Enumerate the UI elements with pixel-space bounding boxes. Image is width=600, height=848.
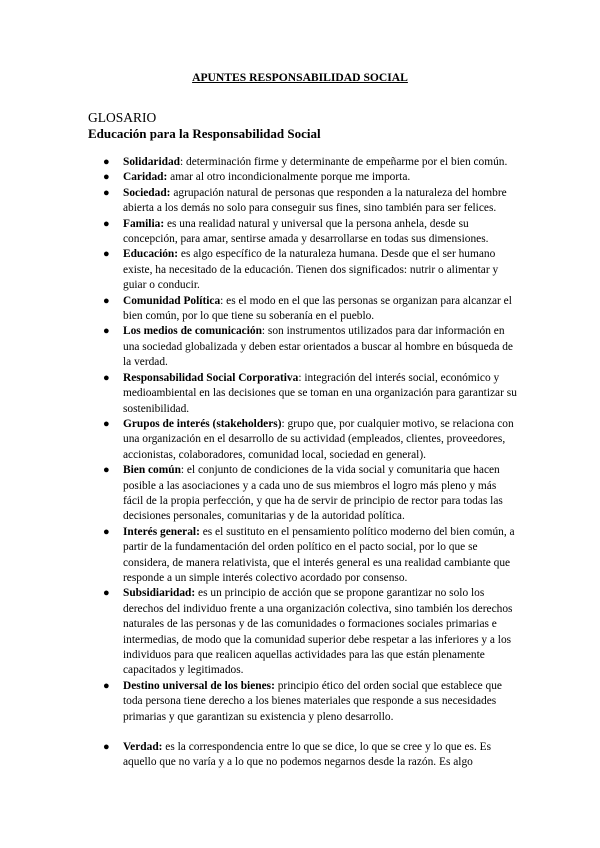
bullet-icon: ●: [103, 248, 110, 261]
glossary-term: Interés general:: [123, 525, 200, 538]
bullet-icon: ●: [103, 371, 110, 384]
glossary-entry: [123, 247, 517, 293]
glossary-definition: : el conjunto de condiciones de la vida social y comunitaria que hacen posible a las asociaciones y a cada uno de sus miembros el logro más pleno y más fácil de la propia perfección, y que ha de servir de principio de rector para todas las decisiones personales, comunitarias y de la autoridad política.: [123, 464, 503, 523]
glossary-term: Verdad:: [123, 741, 163, 754]
bullet-icon: ●: [103, 171, 110, 184]
glossary-term: Destino universal de los bienes:: [123, 679, 275, 692]
glossary-definition: es algo específico de la naturaleza humana. Desde que el ser humano existe, ha necesitado de la educación. Tienen dos significados: nutrir o alimentar y guiar o conducir.: [123, 248, 499, 292]
document-title: APUNTES RESPONSABILIDAD SOCIAL: [192, 71, 408, 84]
glossary-item-rsc: [0, 371, 517, 417]
glossary-item-sociedad: [0, 186, 517, 217]
glossary-term: Subsidiaridad:: [123, 587, 196, 600]
glossary-definition: : integración del interés social, económico y medioambiental en las decisiones que se toman en una organización para garantizar su sostenibilidad.: [123, 371, 517, 415]
glossary-item-interes-general: [0, 525, 517, 587]
glossary-item-verdad: [0, 740, 517, 771]
glossary-entry: [123, 463, 517, 525]
section-heading: GLOSARIO: [88, 110, 157, 125]
glossary-item-subsidiaridad: [0, 586, 517, 678]
bullet-icon: ●: [103, 587, 110, 600]
glossary-entry: [123, 217, 517, 248]
glossary-term: Sociedad:: [123, 186, 171, 199]
glossary-term: Bien común: [123, 464, 181, 477]
glossary-definition: : es el modo en el que las personas se organizan para alcanzar el bien común, por lo que tiene su soberanía en el pueblo.: [123, 294, 512, 323]
glossary-item-medios-comunicacion: [0, 324, 517, 370]
glossary-entry: [123, 155, 517, 170]
glossary-entry: [123, 525, 517, 587]
glossary-list: [0, 155, 517, 771]
glossary-entry: [123, 417, 517, 463]
bullet-icon: ●: [103, 217, 110, 230]
glossary-entry: [123, 586, 517, 678]
bullet-icon: ●: [103, 294, 110, 307]
glossary-term: Responsabilidad Social Corporativa: [123, 371, 299, 384]
glossary-definition: es un principio de acción que se propone garantizar no solo los derechos del individuo frente a una organización colectiva, sino también los derechos naturales de las personas y de las comunidades o formaciones sociales primarias e intermedias, de modo que la comunidad superior debe respetar a las inferiores y a los individuos para que realicen aquellas actividades para las que están plenamente capacitados y legitimados.: [123, 587, 513, 677]
glossary-entry: [123, 679, 517, 725]
glossary-entry: [123, 740, 515, 771]
glossary-definition: principio ético del orden social que establece que toda persona tiene derecho a los bienes materiales que responde a sus necesidades primarias y que garantizan su existencia y pleno desarrollo.: [123, 679, 502, 723]
bullet-icon: ●: [103, 325, 110, 338]
bullet-icon: ●: [103, 741, 110, 754]
glossary-definition: es el sustituto en el pensamiento político moderno del bien común, a partir de la fundamentación del orden político en el pacto social, por lo que se considera, de manera relativista, que el interés general es una realidad cambiante que responde a un simple interés colectivo acordado por consenso.: [123, 525, 515, 584]
glossary-definition: amar al otro incondicionalmente porque me importa.: [167, 171, 411, 184]
glossary-item-caridad: [0, 170, 517, 185]
glossary-item-familia: [0, 217, 517, 248]
glossary-item-comunidad-politica: [0, 294, 517, 325]
glossary-term: Grupos de interés (stakeholders): [123, 417, 282, 430]
glossary-term: Los medios de comunicación: [123, 325, 262, 338]
glossary-definition: : son instrumentos utilizados para dar información en una sociedad globalizada y deben estar orientados a buscar al hombre en búsqueda de la verdad.: [123, 325, 513, 369]
section-subtitle: Educación para la Responsabilidad Social: [88, 126, 321, 141]
bullet-icon: ●: [103, 186, 110, 199]
glossary-definition: : grupo que, por cualquier motivo, se relaciona con una organización en el desarrollo de su actividad (empleados, clientes, proveedores, accionistas, colaboradores, comunidad local, sociedad en general).: [123, 417, 514, 461]
glossary-definition: agrupación natural de personas que responden a la naturaleza del hombre abierta a los demás no solo para conseguir sus fines, sino también para ser felices.: [123, 186, 507, 215]
glossary-item-educacion: [0, 247, 517, 293]
glossary-item-stakeholders: [0, 417, 517, 463]
glossary-entry: [123, 371, 517, 417]
bullet-icon: ●: [103, 525, 110, 538]
glossary-entry: [123, 186, 517, 217]
glossary-definition: es una realidad natural y universal que la persona anhela, desde su concepción, para amar, sentirse amada y desarrollarse en todas sus dimensiones.: [123, 217, 489, 246]
glossary-term: Familia:: [123, 217, 165, 230]
bullet-icon: ●: [103, 464, 110, 477]
glossary-definition: : determinación firme y determinante de empeñarme por el bien común.: [179, 156, 508, 168]
glossary-term: Educación:: [123, 248, 179, 261]
glossary-item-solidaridad: [0, 155, 517, 170]
glossary-term: Comunidad Política: [123, 294, 221, 307]
bullet-icon: ●: [103, 679, 110, 692]
bullet-icon: ●: [103, 417, 110, 430]
glossary-definition: es la correspondencia entre lo que se dice, lo que se cree y lo que es. Es aquello que no varía y a lo que no podemos negarnos desde la razón. Es algo: [123, 741, 492, 769]
glossary-entry: [123, 170, 517, 185]
glossary-entry: [123, 324, 517, 370]
bullet-icon: ●: [103, 156, 110, 168]
glossary-term: Solidaridad: [123, 156, 180, 168]
glossary-entry: [123, 294, 517, 325]
glossary-item-bien-comun: [0, 463, 517, 525]
glossary-term: Caridad:: [123, 171, 168, 184]
glossary-item-destino-universal: [0, 679, 517, 725]
